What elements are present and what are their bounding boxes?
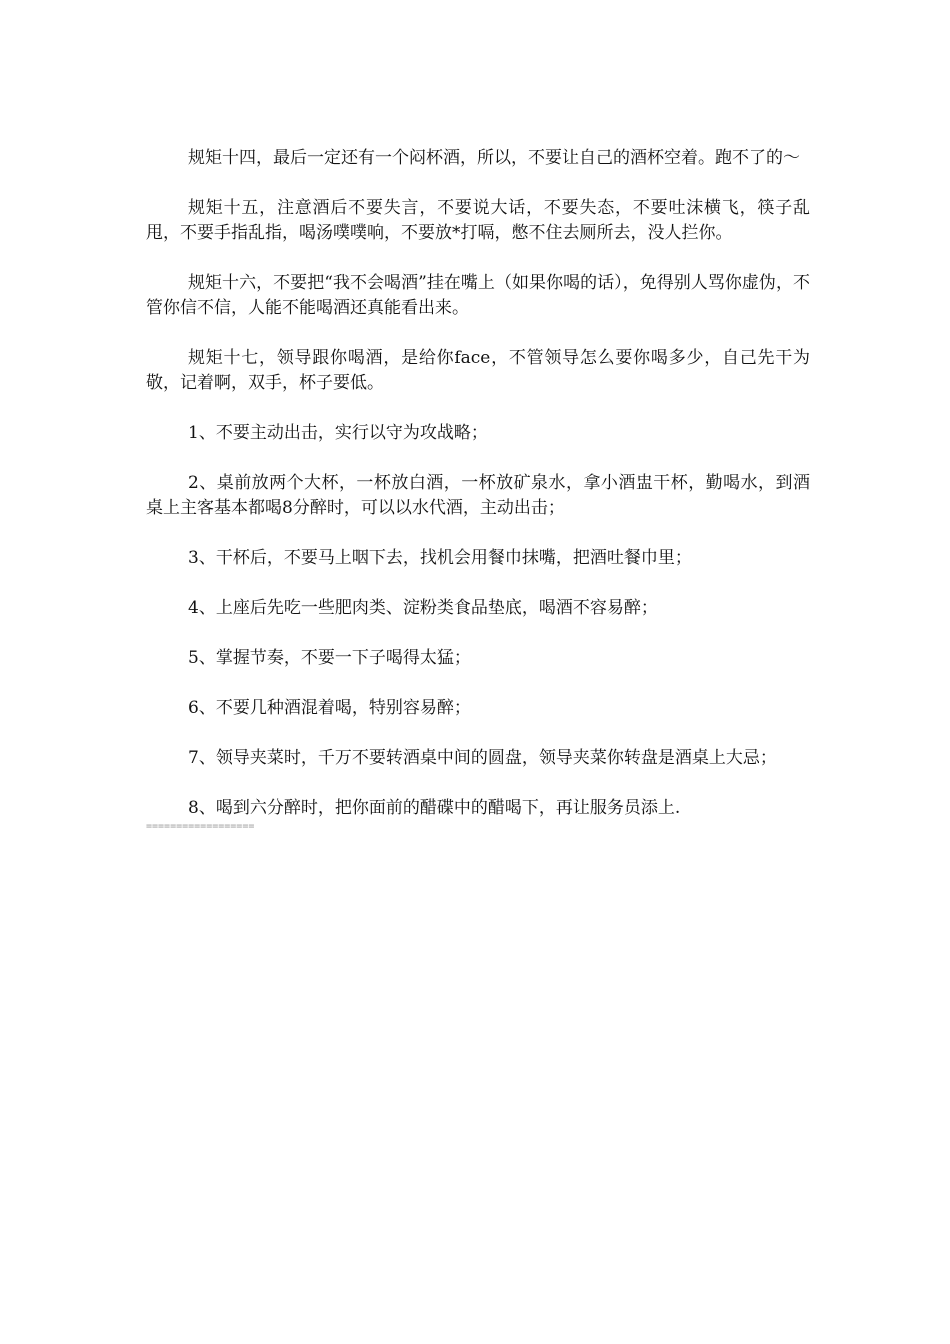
list-item-5: 5、掌握节奏，不要一下子喝得太猛；: [188, 648, 471, 668]
document-body: [146, 146, 810, 833]
list-item-2: 2、桌前放两个大杯，一杯放白酒，一杯放矿泉水，拿小酒盅干杯，勤喝水，到酒桌上主客基本都喝8分醉时，可以以水代酒，主动出击；: [146, 473, 810, 518]
paragraph-rule-14: 规矩十四，最后一定还有一个闷杯酒，所以，不要让自己的酒杯空着。跑不了的～: [188, 148, 800, 168]
list-item-7: 7、领导夹菜时，千万不要转酒桌中间的圆盘，领导夹菜你转盘是酒桌上大忌；: [188, 748, 777, 768]
paragraph-rule-17: 规矩十七，领导跟你喝酒，是给你face，不管领导怎么要你喝多少，自己先干为敬，记着啊，双手，杯子要低。: [146, 348, 810, 393]
list-item-1: 1、不要主动出击，实行以守为攻战略；: [188, 423, 488, 443]
list-item-6: 6、不要几种酒混着喝，特别容易醉；: [188, 698, 471, 718]
paragraph-rule-15: 规矩十五，注意酒后不要失言，不要说大话，不要失态，不要吐沫横飞，筷子乱甩，不要手指乱指，喝汤噗噗响，不要放*打嗝，憋不住去厕所去，没人拦你。: [146, 198, 810, 243]
list-item-3: 3、干杯后，不要马上咽下去，找机会用餐巾抹嘴，把酒吐餐巾里；: [188, 548, 692, 568]
divider-line: ==================: [146, 821, 255, 832]
list-item-4: 4、上座后先吃一些肥肉类、淀粉类食品垫底，喝酒不容易醉；: [188, 598, 658, 618]
list-item-8: 8、喝到六分醉时，把你面前的醋碟中的醋喝下，再让服务员添上.: [188, 798, 681, 818]
paragraph-rule-16: 规矩十六，不要把“我不会喝酒”挂在嘴上（如果你喝的话），免得别人骂你虚伪，不管你信不信，人能不能喝酒还真能看出来。: [146, 273, 810, 318]
